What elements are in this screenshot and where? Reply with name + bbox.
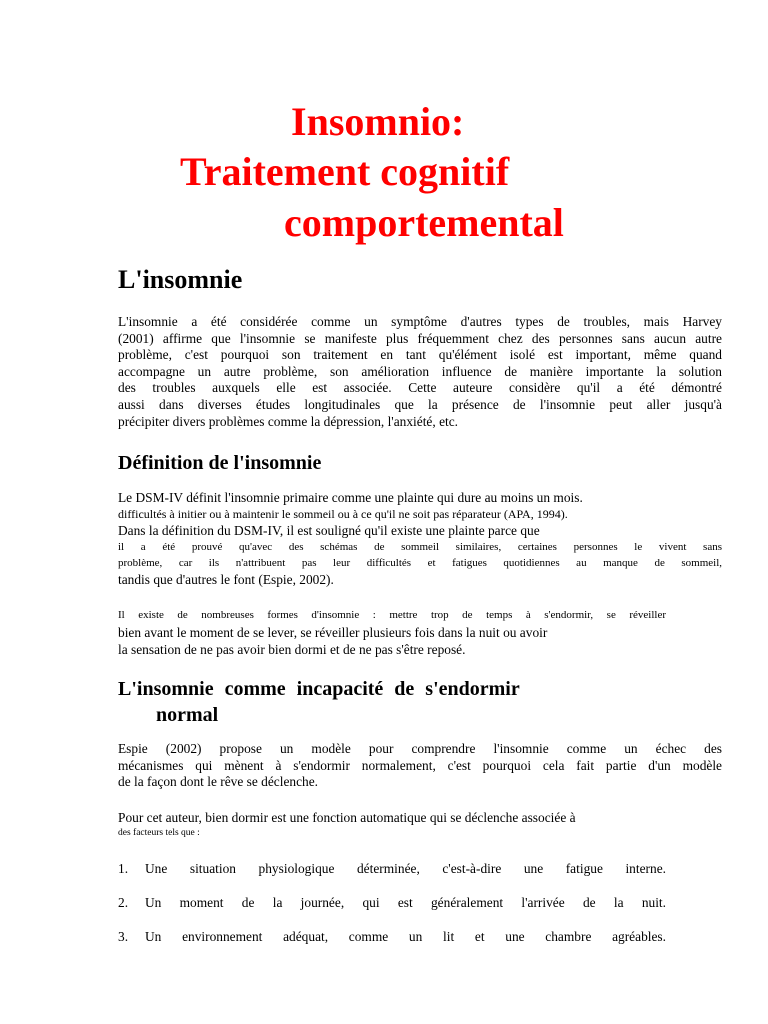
title-line-3: comportemental <box>284 200 564 245</box>
list-text: Un environnement adéquat, comme un lit et une chambre agréables. <box>145 929 666 944</box>
paragraph-line: Pour cet auteur, bien dormir est une fonction automatique qui se déclenche associée à <box>118 810 576 825</box>
paragraph-line: de la façon dont le rêve se déclenche. <box>118 774 319 790</box>
list-item <box>118 894 666 912</box>
paragraph-line: problème, c'est pourquoi son traitement en tant qu'élément isolé est important, même quand <box>118 347 722 363</box>
paragraph-line: précipiter divers problèmes comme la dépression, l'anxiété, etc. <box>118 413 459 429</box>
paragraph-incapacite-1 <box>118 741 722 791</box>
list-item <box>118 860 666 878</box>
list-text: Un moment de la journée, qui est généralement l'arrivée de la nuit. <box>145 895 666 910</box>
section-heading-incapacite-continued: normal <box>156 704 219 726</box>
paragraph-line: tandis que d'autres le font (Espie, 2002). <box>118 572 334 587</box>
paragraph-line: des troubles auxquels elle est associée. Cette auteure considère qu'il a été démontré <box>118 380 722 396</box>
list-text: Une situation physiologique déterminée, c'est-à-dire une fatigue interne. <box>145 861 666 876</box>
section-heading-incapacite: L'insomnie comme incapacité de s'endormir <box>118 678 520 700</box>
paragraph-insomnie <box>118 314 722 430</box>
section-heading-definition: Définition de l'insomnie <box>118 452 322 474</box>
paragraph-line: accompagne un autre problème, son amélioration influence de manière importante la solution <box>118 363 722 379</box>
paragraph-line: difficultés à initier ou à maintenir le sommeil ou à ce qu'il ne soit pas réparateur (APA, 1994). <box>118 507 568 521</box>
paragraph-line: Dans la définition du DSM-IV, il est souligné qu'il existe une plainte parce que <box>118 523 540 538</box>
paragraph-line: (2001) affirme que l'insomnie se manifeste plus fréquemment chez des personnes sans aucun autre <box>118 330 722 346</box>
paragraph-line: bien avant le moment de se lever, se réveiller plusieurs fois dans la nuit ou avoir <box>118 625 548 640</box>
paragraph-line: L'insomnie a été considérée comme un symptôme d'autres types de troubles, mais Harvey <box>118 314 722 329</box>
paragraph-definition-2 <box>118 606 666 658</box>
paragraph-line: aussi dans diverses études longitudinales que la présence de l'insomnie peut aller jusqu'à <box>118 396 722 412</box>
title-line-1: Insomnio: <box>291 99 465 144</box>
paragraph-line: la sensation de ne pas avoir bien dormi et de ne pas s'être reposé. <box>118 642 466 657</box>
title-line-2: Traitement cognitif <box>180 149 510 194</box>
paragraph-line: des facteurs tels que : <box>118 828 200 838</box>
list-item <box>118 928 666 946</box>
paragraph-definition-1 <box>118 489 722 588</box>
paragraph-line: problème, car ils n'attribuent pas leur difficultés et fatigues quotidiennes au manque de sommeil, <box>118 557 722 569</box>
list-number: 2. <box>118 895 129 910</box>
section-heading-insomnie: L'insomnie <box>118 265 243 294</box>
paragraph-line: il a été prouvé qu'avec des schémas de sommeil similaires, certaines personnes le vivent sans <box>118 541 722 553</box>
list-number: 3. <box>118 929 129 944</box>
paragraph-line: mécanismes qui mènent à s'endormir normalement, c'est pourquoi cela fait partie d'un modèle <box>118 757 722 773</box>
paragraph-line: Le DSM-IV définit l'insomnie primaire comme une plainte qui dure au moins un mois. <box>118 490 583 505</box>
paragraph-line: Il existe de nombreuses formes d'insomnie : mettre trop de temps à s'endormir, se réveiller <box>118 609 666 621</box>
paragraph-line: Espie (2002) propose un modèle pour comprendre l'insomnie comme un échec des <box>118 741 722 756</box>
list-number: 1. <box>118 861 129 876</box>
paragraph-incapacite-2 <box>118 809 666 840</box>
